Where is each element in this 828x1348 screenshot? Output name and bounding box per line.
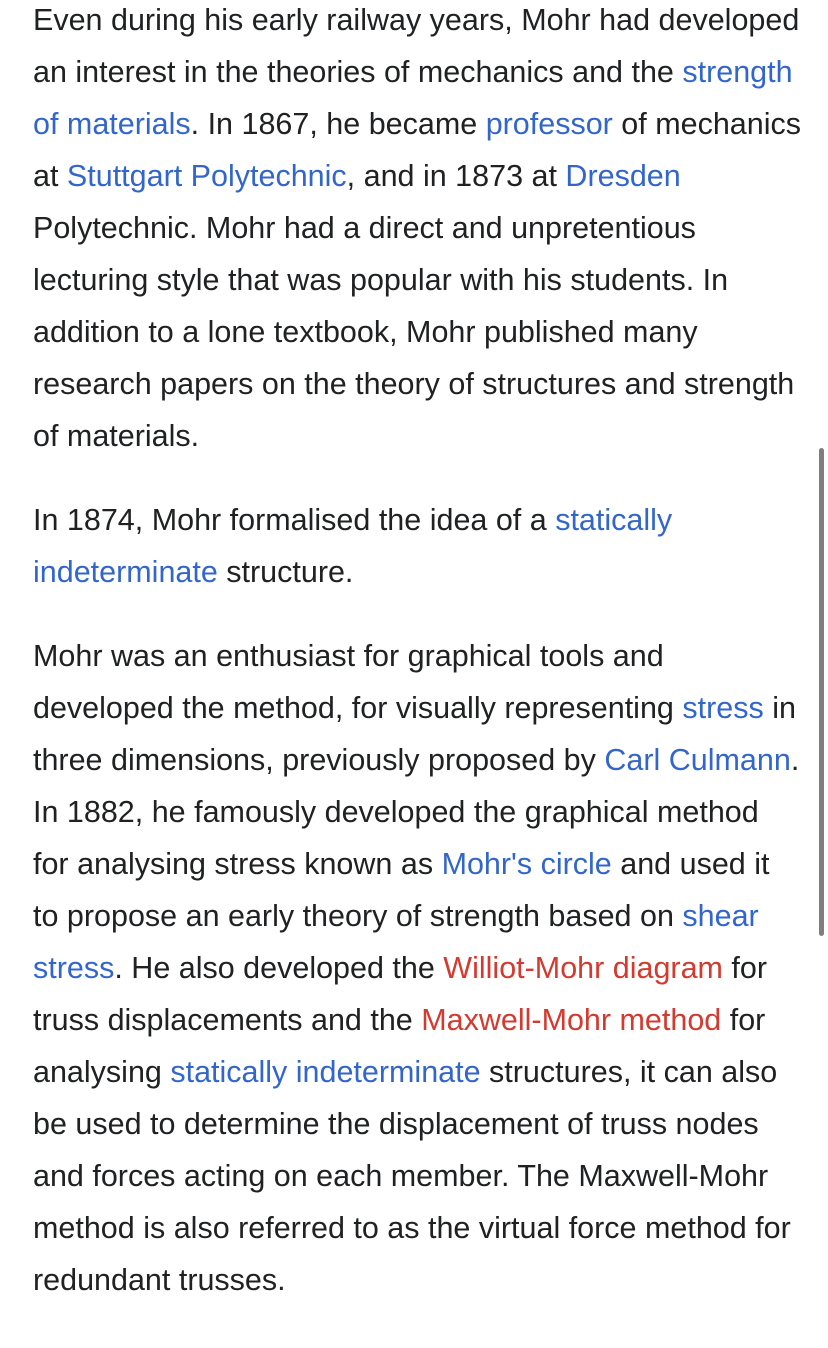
paragraph-text: of mechanics at	[33, 107, 801, 193]
article-link-shear-stress[interactable]: shear stress	[33, 899, 759, 985]
vertical-scrollbar[interactable]	[819, 448, 824, 936]
paragraph-text: . In 1867, he became	[190, 107, 486, 141]
paragraph-text: Even during his early railway years, Mohr had developed an interest in the theories of mechanics and the	[33, 3, 800, 89]
missing-article-link-maxwell-mohr-method[interactable]: Maxwell-Mohr method	[421, 1003, 722, 1037]
article-link-professor[interactable]: professor	[485, 107, 613, 141]
article-body	[33, 0, 801, 1338]
paragraph-text: structures, it can also be used to determine the displacement of truss nodes and forces acting on each member. The Maxwell-Mohr method is also referred to as the virtual force method for redundant trusses.	[33, 1055, 791, 1297]
paragraph-text: In 1874, Mohr formalised the idea of a	[33, 503, 556, 537]
paragraph-text: . He also developed the	[114, 951, 444, 985]
paragraph-text: for truss displacements and the	[33, 951, 768, 1037]
paragraph-2	[33, 494, 801, 598]
paragraph-text: for analysing	[33, 1003, 766, 1089]
paragraph-text: and used it to propose an early theory of strength based on	[33, 847, 770, 933]
paragraph-text: . In 1882, he famously developed the graphical method for analysing stress known as	[33, 743, 800, 881]
article-link-dresden[interactable]: Dresden	[565, 159, 681, 193]
missing-article-link-williot-mohr-diagram[interactable]: Williot-Mohr diagram	[443, 951, 723, 985]
paragraph-text: structure.	[217, 555, 354, 589]
paragraph-text: , and in 1873 at	[346, 159, 566, 193]
article-link-stress[interactable]: stress	[682, 691, 764, 725]
article-link-mohr-s-circle[interactable]: Mohr's circle	[441, 847, 612, 881]
paragraph-3	[33, 630, 801, 1306]
article-link-statically-indeterminate[interactable]: statically indeterminate	[33, 503, 673, 589]
paragraph-1	[33, 0, 801, 462]
paragraph-text: Mohr was an enthusiast for graphical tools and developed the method, for visually representing	[33, 639, 683, 725]
article-link-carl-culmann[interactable]: Carl Culmann	[604, 743, 791, 777]
article-link-statically-indeterminate[interactable]: statically indeterminate	[170, 1055, 481, 1089]
article-link-stuttgart-polytechnic[interactable]: Stuttgart Polytechnic	[66, 159, 347, 193]
paragraph-text: Polytechnic. Mohr had a direct and unpretentious lecturing style that was popular with his students. In addition to a lone textbook, Mohr published many research papers on the theory of structures and strength of materials.	[33, 211, 795, 453]
paragraph-text: in three dimensions, previously proposed by	[33, 691, 796, 777]
article-link-strength-of-materials[interactable]: strength of materials	[33, 55, 793, 141]
